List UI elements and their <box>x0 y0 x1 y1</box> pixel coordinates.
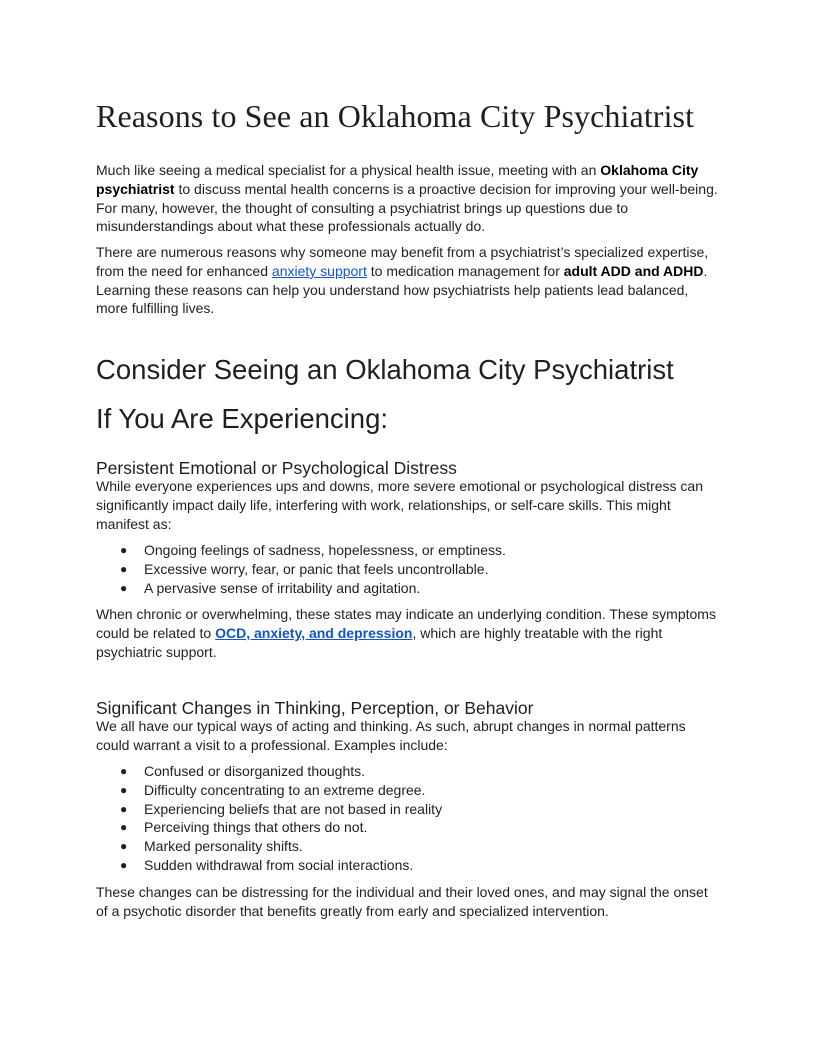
intro-p2-text-b: to medication management for <box>366 262 564 279</box>
list-item <box>96 762 442 781</box>
list-item <box>96 837 442 856</box>
bullet-icon: ● <box>120 764 128 778</box>
section-heading-line-1: Consider Seeing an Oklahoma City Psychiatrist <box>96 354 674 385</box>
bullet-icon: ● <box>120 801 128 816</box>
intro-p1-text-b: to discuss mental health concerns is a proactive decision for improving your well-being. For many, however, the thought of consulting a psychiatrist brings up questions due to misunderstandings about what these professionals actually do. <box>96 180 718 235</box>
list-item-text: Excessive worry, fear, or panic that feels uncontrollable. <box>144 560 489 577</box>
intro-p2-text-a: There are numerous reasons why someone may benefit from a psychiatrist’s specialized expertise, from the need for enhanced <box>96 244 709 279</box>
list-item <box>96 856 442 875</box>
intro-p1-bold: Oklahoma City psychiatrist <box>96 162 699 197</box>
changes-outro: These changes can be distressing for the individual and their loved ones, and may signal the onset of a psychotic disorder that benefits greatly from early and specialized intervention. <box>96 884 708 919</box>
intro-p2-bold: adult ADD and ADHD <box>563 262 704 279</box>
distress-outro-text-a: When chronic or overwhelming, these states may indicate an underlying condition. These symptoms could be related to <box>96 606 716 641</box>
bullet-icon: ● <box>120 839 128 854</box>
bullet-icon: ● <box>120 580 128 595</box>
bullet-icon: ● <box>120 561 128 576</box>
list-item-text: Difficulty concentrating to an extreme degree. <box>144 781 426 798</box>
list-item-text: Confused or disorganized thoughts. <box>144 763 366 779</box>
section-heading-line-2: If You Are Experiencing: <box>96 403 389 434</box>
bullet-icon: ● <box>120 820 128 835</box>
intro-p2-text-c: . Learning these reasons can help you understand how psychiatrists help patients lead balanced, more fulfilling lives. <box>96 262 708 317</box>
bullet-icon: ● <box>120 782 128 797</box>
distress-outro-text-b: , which are highly treatable with the right psychiatric support. <box>96 624 663 660</box>
anxiety-support-link[interactable]: anxiety support <box>271 262 367 279</box>
intro-paragraph-1 <box>96 161 720 236</box>
list-item-text: Experiencing beliefs that are not based in reality <box>144 800 443 817</box>
list-item-text: Marked personality shifts. <box>144 838 303 855</box>
list-item-text: Sudden withdrawal from social interactions. <box>144 856 414 873</box>
list-item <box>96 560 506 579</box>
bullet-icon: ● <box>120 543 128 557</box>
list-item <box>96 800 442 819</box>
list-item-text: Perceiving things that others do not. <box>144 819 368 836</box>
intro-paragraph-2 <box>96 243 720 318</box>
changes-intro: We all have our typical ways of acting and thinking. As such, abrupt changes in normal patterns could warrant a visit to a professional. Examples include: <box>96 718 686 753</box>
bullet-icon: ● <box>120 857 128 872</box>
list-item-text: Ongoing feelings of sadness, hopelessness, or emptiness. <box>144 542 506 558</box>
intro-p1-text-a: Much like seeing a medical specialist for a physical health issue, meeting with an <box>96 162 601 178</box>
list-item <box>96 781 442 800</box>
list-item <box>96 541 506 560</box>
distress-intro: While everyone experiences ups and downs, more severe emotional or psychological distress can significantly impact daily life, interfering with work, relationships, or self-care skills. This might manifest as: <box>96 478 703 532</box>
distress-list <box>96 541 506 597</box>
list-item <box>96 818 442 837</box>
ocd-anxiety-depression-link[interactable]: OCD, anxiety, and depression <box>215 624 413 641</box>
distress-outro <box>96 605 720 661</box>
changes-list <box>96 762 442 875</box>
changes-heading: Significant Changes in Thinking, Perception, or Behavior <box>96 698 534 718</box>
page-title: Reasons to See an Oklahoma City Psychiatrist <box>96 98 695 134</box>
list-item-text: A pervasive sense of irritability and agitation. <box>144 579 421 596</box>
list-item <box>96 579 506 598</box>
distress-heading: Persistent Emotional or Psychological Distress <box>96 458 457 478</box>
